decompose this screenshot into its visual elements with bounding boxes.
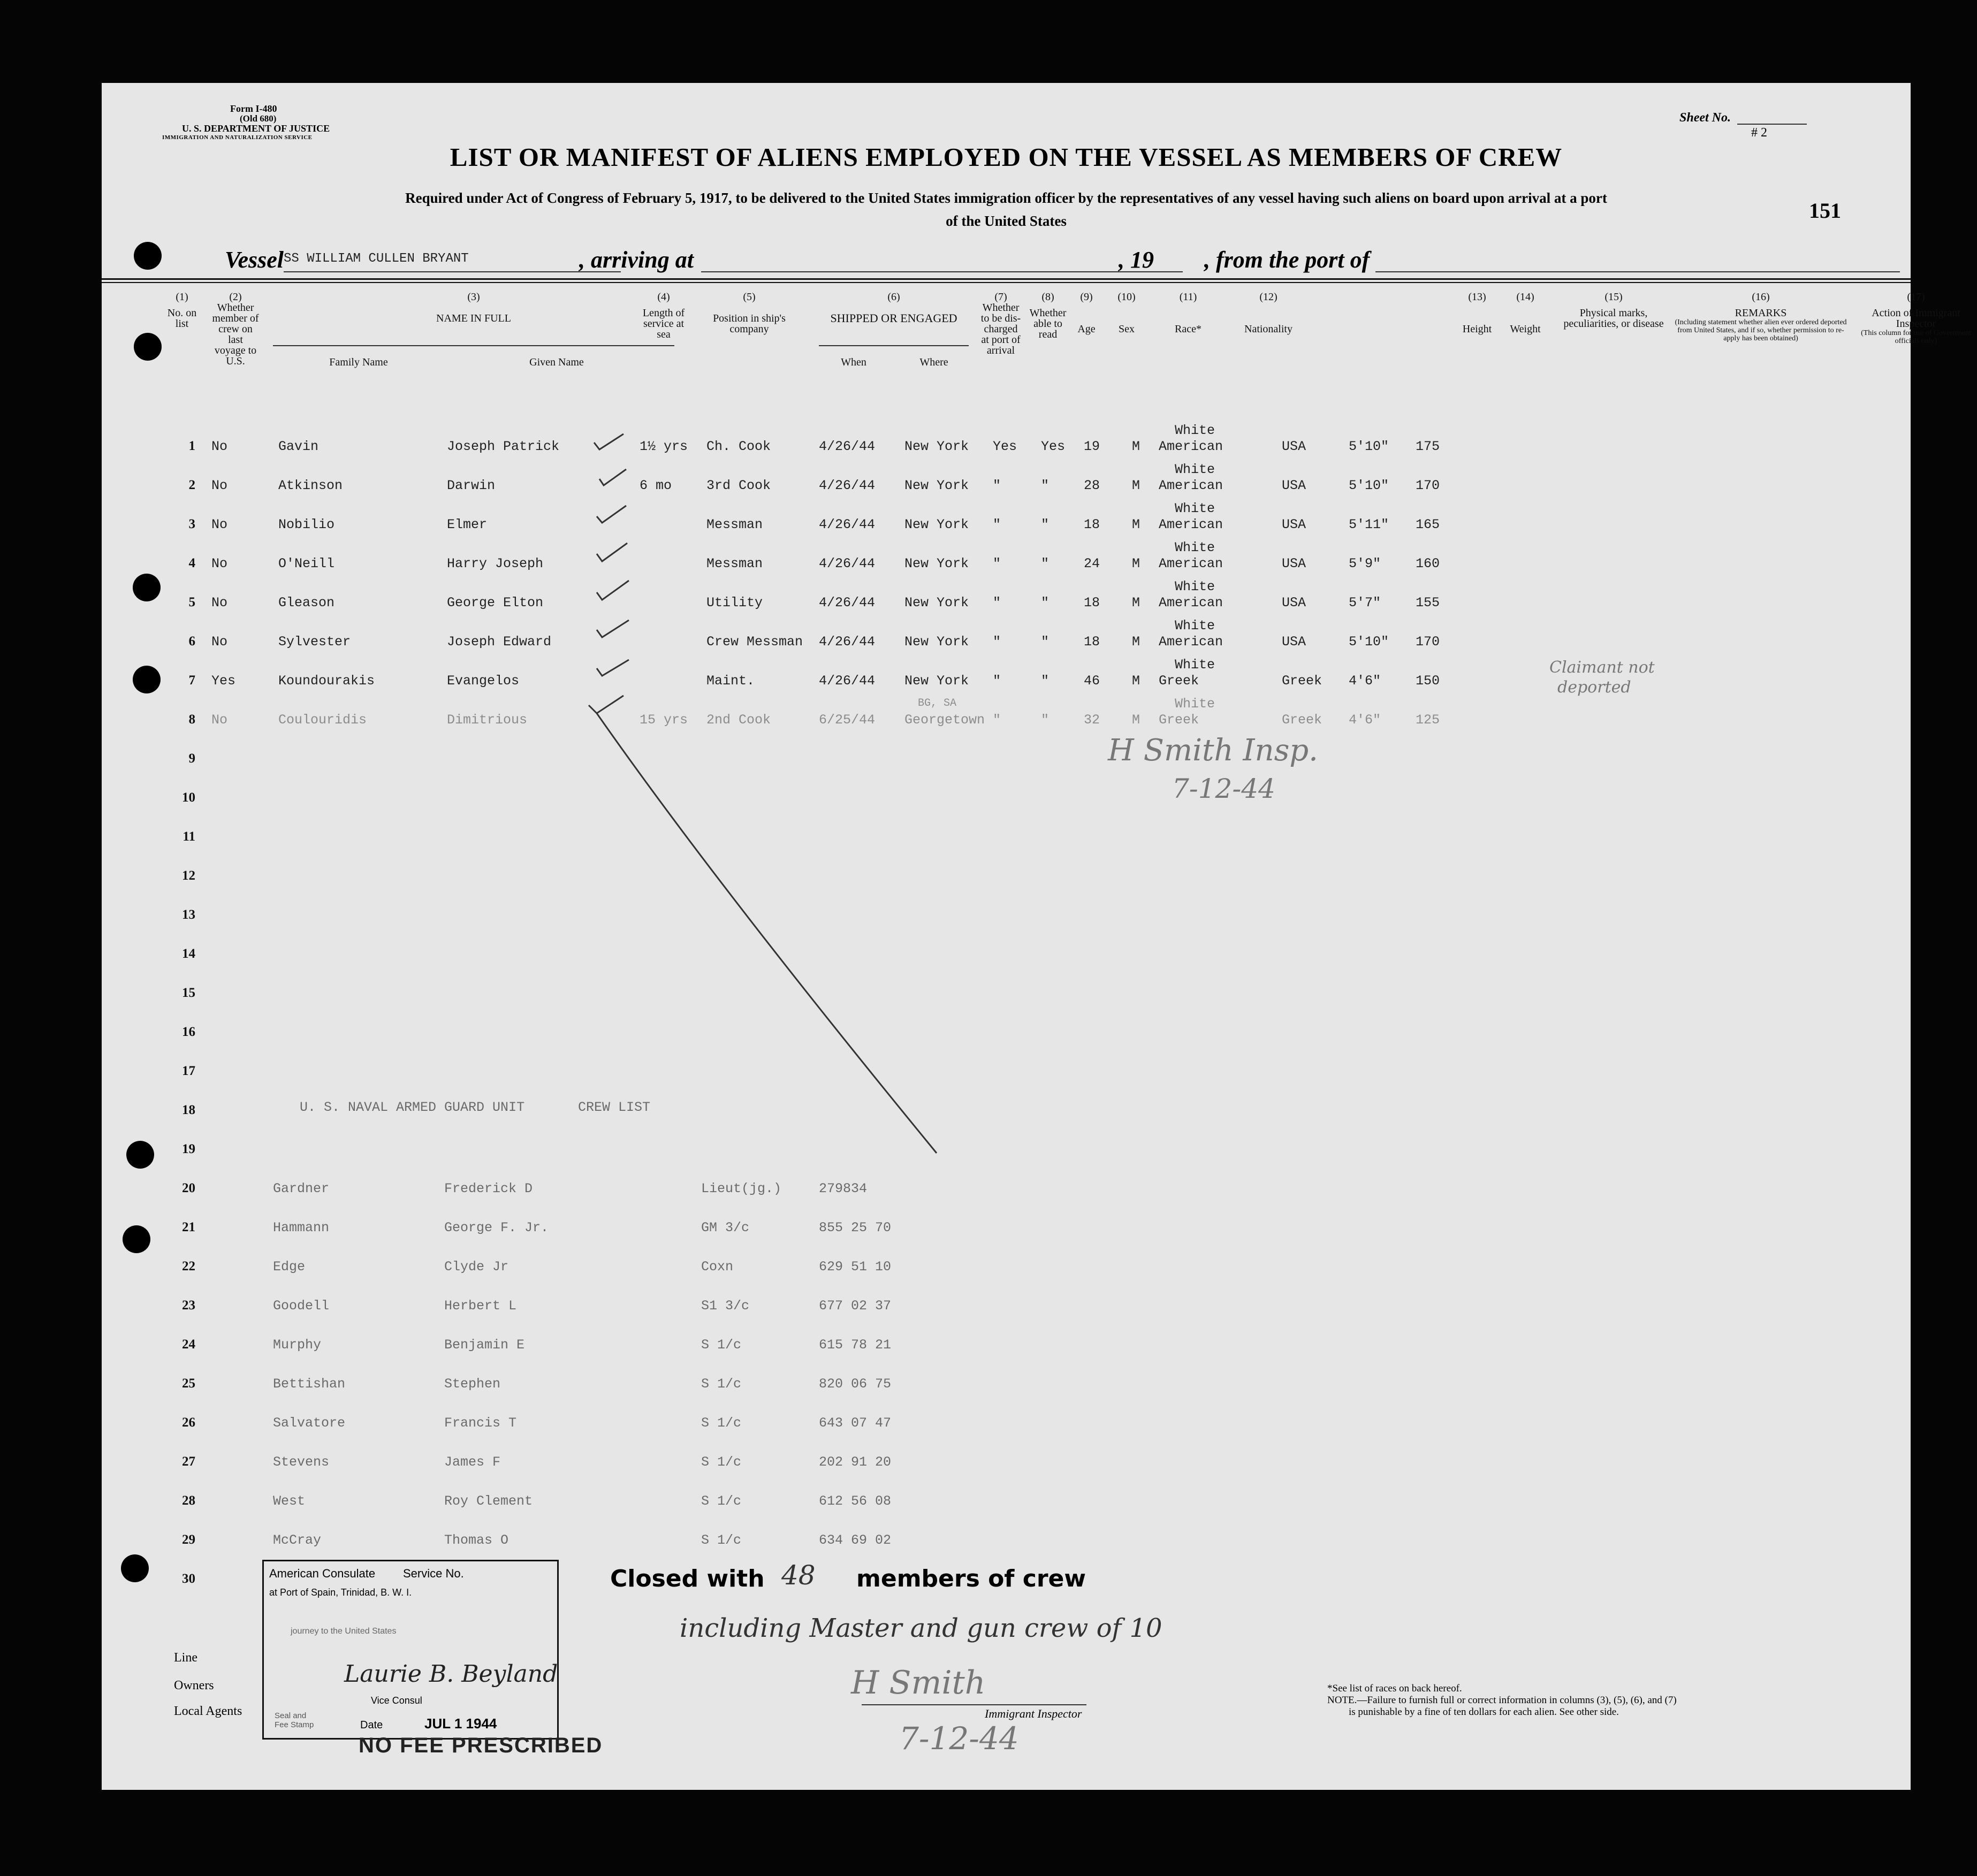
crew-cell-sex: M bbox=[1132, 439, 1140, 454]
year-label: , 19 bbox=[1119, 247, 1154, 273]
crew-cell-nationality: USA bbox=[1282, 439, 1306, 454]
col-4-num: (4) bbox=[657, 291, 670, 303]
closed-tail: members of crew bbox=[856, 1565, 1086, 1592]
col-8-label: Whether able to read bbox=[1029, 307, 1067, 340]
guard-cell-rate: S1 3/c bbox=[701, 1298, 750, 1314]
crew-cell-race2: American bbox=[1159, 595, 1223, 611]
crew-cell-race1: White bbox=[1175, 657, 1215, 673]
guard-cell-rate: GM 3/c bbox=[701, 1220, 750, 1236]
guard-cell-number: 643 07 47 bbox=[819, 1415, 892, 1431]
manifest-subtitle-2: of the United States bbox=[946, 213, 1067, 229]
crew-cell-family: Nobilio bbox=[278, 517, 335, 532]
manifest-title: LIST OR MANIFEST OF ALIENS EMPLOYED ON THE VESSEL AS MEMBERS OF CREW bbox=[450, 142, 1563, 172]
row-number: 11 bbox=[183, 829, 195, 844]
failure-note: NOTE.—Failure to furnish full or correct information in columns (3), (5), (6), and (7) bbox=[1327, 1695, 1677, 1706]
remark-claimant: Claimant not bbox=[1549, 658, 1655, 677]
stamp-signature: Laurie B. Beyland bbox=[344, 1660, 558, 1688]
crew-cell-height: 4'6" bbox=[1349, 712, 1381, 728]
row-number: 14 bbox=[182, 947, 195, 961]
guard-cell-family: McCray bbox=[273, 1532, 322, 1548]
line-label: Line bbox=[174, 1651, 197, 1665]
col-16-label: REMARKS bbox=[1735, 307, 1787, 319]
crew-cell-race1: White bbox=[1175, 423, 1215, 438]
check-mark-2 bbox=[599, 469, 626, 485]
crew-cell-given: Joseph Patrick bbox=[447, 439, 560, 454]
crew-cell-race1: White bbox=[1175, 540, 1215, 555]
crew-cell-discharged: " bbox=[993, 712, 1001, 728]
inspector-rule bbox=[862, 1704, 1086, 1705]
crew-cell-when: 4/26/44 bbox=[819, 556, 876, 571]
check-mark-3 bbox=[597, 506, 626, 523]
crew-cell-age: 32 bbox=[1084, 712, 1100, 728]
crew-cell-position: Crew Messman bbox=[706, 634, 803, 650]
crew-cell-race2: Greek bbox=[1159, 712, 1199, 728]
row-number: 12 bbox=[182, 868, 195, 883]
crew-cell-sex: M bbox=[1132, 517, 1140, 532]
crew-cell-height: 5'10" bbox=[1349, 439, 1389, 454]
crew-cell-prev: No bbox=[211, 712, 228, 728]
crew-cell-discharged: " bbox=[993, 634, 1001, 650]
crew-cell-position: 2nd Cook bbox=[706, 712, 771, 728]
crew-cell-sex: M bbox=[1132, 673, 1140, 689]
guard-cell-rate: Lieut(jg.) bbox=[701, 1181, 782, 1196]
guard-cell-number: 202 91 20 bbox=[819, 1454, 892, 1470]
col-6-num: (6) bbox=[887, 291, 900, 303]
col-6a-label: When bbox=[841, 356, 866, 368]
row-number: 15 bbox=[182, 986, 195, 1000]
crew-cell-discharged: " bbox=[993, 517, 1001, 532]
guard-cell-given: Roy Clement bbox=[444, 1493, 533, 1509]
guard-cell-number: 629 51 10 bbox=[819, 1259, 892, 1275]
col-12-num: (12) bbox=[1259, 291, 1278, 303]
guard-cell-family: Goodell bbox=[273, 1298, 330, 1314]
col-13-num: (13) bbox=[1468, 291, 1486, 303]
crew-cell-position: Ch. Cook bbox=[706, 439, 771, 454]
stamp-journey: journey to the United States bbox=[291, 1627, 397, 1636]
check-mark-1 bbox=[594, 434, 623, 449]
row-number: 21 bbox=[182, 1220, 195, 1234]
guard-cell-rate: S 1/c bbox=[701, 1337, 742, 1353]
crew-cell-when: 4/26/44 bbox=[819, 439, 876, 454]
crew-cell-height: 5'10" bbox=[1349, 634, 1389, 650]
crew-cell-height: 5'9" bbox=[1349, 556, 1381, 571]
row-number: 17 bbox=[182, 1064, 195, 1078]
strike-line bbox=[597, 713, 937, 1153]
guard-cell-given: Stephen bbox=[444, 1376, 501, 1392]
guard-cell-number: 634 69 02 bbox=[819, 1532, 892, 1548]
immigrant-inspector-label: Immigrant Inspector bbox=[985, 1707, 1082, 1720]
crew-cell-sex: M bbox=[1132, 712, 1140, 728]
crew-cell-when: 4/26/44 bbox=[819, 478, 876, 493]
department: U. S. DEPARTMENT OF JUSTICE bbox=[182, 123, 330, 134]
col-3-label: NAME IN FULL bbox=[436, 312, 511, 324]
guard-cell-family: Murphy bbox=[273, 1337, 322, 1353]
row-number: 27 bbox=[182, 1454, 195, 1469]
owners-label: Owners bbox=[174, 1679, 214, 1692]
row-number: 6 bbox=[188, 634, 195, 649]
crew-cell-service: 15 yrs bbox=[640, 712, 688, 728]
guard-cell-given: Thomas O bbox=[444, 1532, 509, 1548]
guard-cell-rate: S 1/c bbox=[701, 1532, 742, 1548]
check-mark-8 bbox=[589, 696, 623, 713]
crew-cell-given: Joseph Edward bbox=[447, 634, 552, 650]
consulate-stamp bbox=[262, 1560, 559, 1740]
punch-hole-3 bbox=[133, 574, 161, 601]
crew-cell-position: 3rd Cook bbox=[706, 478, 771, 493]
col-3a-label: Family Name bbox=[329, 356, 388, 368]
crew-cell-given: Evangelos bbox=[447, 673, 520, 689]
col-11-label: Race* bbox=[1175, 323, 1202, 335]
crew-cell-nationality: USA bbox=[1282, 634, 1306, 650]
stamp-vice-consul: Vice Consul bbox=[371, 1695, 422, 1706]
vessel-label: Vessel bbox=[225, 247, 284, 273]
manifest-page bbox=[102, 83, 1971, 1790]
row-number: 28 bbox=[182, 1493, 195, 1508]
crew-cell-when: 6/25/44 bbox=[819, 712, 876, 728]
crew-cell-race2: American bbox=[1159, 478, 1223, 493]
crew-cell-read: Yes bbox=[1041, 439, 1066, 454]
stamp-seal: Seal and Fee Stamp bbox=[275, 1711, 314, 1729]
col-1-label: No. on list bbox=[167, 307, 197, 330]
row-number: 25 bbox=[182, 1376, 195, 1391]
row-number: 5 bbox=[188, 595, 195, 609]
check-mark-7 bbox=[597, 660, 629, 676]
crew-cell-read: " bbox=[1041, 595, 1050, 611]
row-number: 19 bbox=[182, 1142, 195, 1156]
punch-hole-1 bbox=[134, 242, 162, 270]
crew-cell-discharged: " bbox=[993, 595, 1001, 611]
stamp-date-value: JUL 1 1944 bbox=[424, 1715, 497, 1732]
guard-cell-number: 855 25 70 bbox=[819, 1220, 892, 1236]
crew-cell-race1: White bbox=[1175, 579, 1215, 594]
col-6b-label: Where bbox=[919, 356, 948, 368]
sheet-value: # 2 bbox=[1751, 126, 1767, 140]
punch-hole-4 bbox=[133, 666, 161, 693]
crew-cell-service: 6 mo bbox=[640, 478, 672, 493]
row-number: 8 bbox=[188, 712, 195, 727]
row-number: 26 bbox=[182, 1415, 195, 1430]
guard-heading-2: CREW LIST bbox=[578, 1100, 651, 1115]
crew-cell-given: Dimitrious bbox=[447, 712, 528, 728]
crew-cell-when: 4/26/44 bbox=[819, 634, 876, 650]
from-port-label: , from the port of bbox=[1204, 247, 1370, 273]
guard-cell-number: 615 78 21 bbox=[819, 1337, 892, 1353]
manifest-subtitle: Required under Act of Congress of February 5, 1917, to be delivered to the United States immigration officer by the representatives of any vessel having such aliens on board upon arrival at a port bbox=[405, 190, 1607, 206]
crew-cell-nationality: Greek bbox=[1282, 673, 1322, 689]
guard-cell-rate: S 1/c bbox=[701, 1454, 742, 1470]
col-14-num: (14) bbox=[1516, 291, 1534, 303]
crew-cell-prev: Yes bbox=[211, 673, 236, 689]
row-number: 13 bbox=[182, 908, 195, 922]
crew-cell-discharged: " bbox=[993, 673, 1001, 689]
crew-cell-where: New York bbox=[904, 556, 969, 571]
guard-cell-given: George F. Jr. bbox=[444, 1220, 549, 1236]
crew-cell-nationality: USA bbox=[1282, 556, 1306, 571]
col-3b-label: Given Name bbox=[529, 356, 584, 368]
col-11-num: (11) bbox=[1179, 291, 1197, 303]
inspector-signature: H Smith Insp. bbox=[1108, 733, 1318, 768]
guard-cell-given: Francis T bbox=[444, 1415, 517, 1431]
row-number: 4 bbox=[188, 556, 195, 570]
crew-cell-nationality: USA bbox=[1282, 595, 1306, 611]
row-number: 20 bbox=[182, 1181, 195, 1195]
col-2-num: (2) bbox=[229, 291, 242, 303]
service-name: IMMIGRATION AND NATURALIZATION SERVICE bbox=[162, 134, 313, 141]
crew-cell-race1: White bbox=[1175, 696, 1215, 712]
crew-cell-where: New York bbox=[904, 634, 969, 650]
row-number: 22 bbox=[182, 1259, 195, 1273]
bottom-date: 7-12-44 bbox=[899, 1720, 1019, 1757]
crew-cell-read: " bbox=[1041, 517, 1050, 532]
col-9-label: Age bbox=[1077, 323, 1096, 335]
guard-cell-rate: S 1/c bbox=[701, 1376, 742, 1392]
crew-cell-nationality: Greek bbox=[1282, 712, 1322, 728]
col-3-num: (3) bbox=[467, 291, 480, 303]
crew-cell-age: 28 bbox=[1084, 478, 1100, 493]
crew-cell-sex: M bbox=[1132, 595, 1140, 611]
crew-cell-given: Harry Joseph bbox=[447, 556, 544, 571]
remark-deported: deported bbox=[1557, 678, 1631, 697]
crew-cell-nationality: USA bbox=[1282, 478, 1306, 493]
arriving-label: , arriving at bbox=[579, 247, 694, 273]
guard-cell-family: Gardner bbox=[273, 1181, 330, 1196]
col-17-label: Action of Immigrant Inspector bbox=[1872, 307, 1960, 330]
stamp-date-label: Date bbox=[360, 1719, 383, 1731]
col-17-note: (This column for use of Government officials only) bbox=[1861, 329, 1971, 345]
check-mark-5 bbox=[597, 581, 629, 600]
guard-cell-rate: S 1/c bbox=[701, 1415, 742, 1431]
row-number: 23 bbox=[182, 1298, 195, 1313]
crew-cell-age: 19 bbox=[1084, 439, 1100, 454]
row-number: 30 bbox=[182, 1572, 195, 1586]
punch-hole-6 bbox=[123, 1225, 150, 1253]
sheet-label: Sheet No. bbox=[1679, 111, 1731, 125]
crew-cell-prev: No bbox=[211, 595, 228, 611]
col-10-label: Sex bbox=[1119, 323, 1135, 335]
stamp-service-no: Service No. bbox=[403, 1567, 464, 1580]
closed-count: 48 bbox=[781, 1560, 816, 1591]
crew-cell-height: 5'10" bbox=[1349, 478, 1389, 493]
col-15-num: (15) bbox=[1605, 291, 1623, 303]
inspector-date: 7-12-44 bbox=[1172, 773, 1275, 804]
crew-cell-where: New York bbox=[904, 439, 969, 454]
crew-cell-given: Elmer bbox=[447, 517, 488, 532]
row-number: 24 bbox=[182, 1337, 195, 1352]
crew-cell-prev: No bbox=[211, 478, 228, 493]
crew-cell-age: 18 bbox=[1084, 634, 1100, 650]
guard-cell-family: Salvatore bbox=[273, 1415, 346, 1431]
crew-cell-given: George Elton bbox=[447, 595, 544, 611]
crew-cell-discharged: " bbox=[993, 478, 1001, 493]
col-16-num: (16) bbox=[1752, 291, 1770, 303]
stamp-port: at Port of Spain, Trinidad, B. W. I. bbox=[269, 1587, 412, 1598]
col-17-num: (17) bbox=[1907, 291, 1925, 303]
guard-cell-family: Edge bbox=[273, 1259, 306, 1275]
including-note: including Master and gun crew of 10 bbox=[680, 1613, 1162, 1643]
crew-cell-prev: No bbox=[211, 556, 228, 571]
crew-cell-weight: 175 bbox=[1416, 439, 1440, 454]
form-old-number: (Old 680) bbox=[240, 113, 277, 124]
crew-cell-weight: 150 bbox=[1416, 673, 1440, 689]
form-number: Form I-480 bbox=[230, 103, 277, 114]
guard-cell-family: Hammann bbox=[273, 1220, 330, 1236]
row-number: 16 bbox=[182, 1025, 195, 1039]
crew-cell-family: Sylvester bbox=[278, 634, 351, 650]
crew-cell-where-note: BG, SA bbox=[918, 697, 957, 710]
guard-cell-number: 279834 bbox=[819, 1181, 868, 1196]
crew-cell-race1: White bbox=[1175, 462, 1215, 477]
crew-cell-race2: American bbox=[1159, 634, 1223, 650]
crew-cell-where: New York bbox=[904, 478, 969, 493]
crew-cell-race2: American bbox=[1159, 556, 1223, 571]
crew-cell-when: 4/26/44 bbox=[819, 517, 876, 532]
row-number: 29 bbox=[182, 1532, 195, 1547]
crew-cell-nationality: USA bbox=[1282, 517, 1306, 532]
row-number: 1 bbox=[188, 439, 195, 453]
row-number: 3 bbox=[188, 517, 195, 531]
guard-cell-number: 612 56 08 bbox=[819, 1493, 892, 1509]
row-number: 7 bbox=[188, 673, 195, 688]
guard-cell-family: West bbox=[273, 1493, 306, 1509]
crew-cell-family: Atkinson bbox=[278, 478, 343, 493]
crew-cell-read: " bbox=[1041, 634, 1050, 650]
guard-cell-given: James F bbox=[444, 1454, 501, 1470]
crew-cell-race2: Greek bbox=[1159, 673, 1199, 689]
crew-cell-discharged: Yes bbox=[993, 439, 1017, 454]
crew-cell-race2: American bbox=[1159, 517, 1223, 532]
crew-cell-age: 18 bbox=[1084, 595, 1100, 611]
crew-cell-height: 4'6" bbox=[1349, 673, 1381, 689]
col-13-label: Height bbox=[1462, 323, 1492, 335]
punch-hole-7 bbox=[121, 1554, 149, 1582]
crew-cell-where: New York bbox=[904, 673, 969, 689]
punch-hole-2 bbox=[134, 333, 162, 361]
col-15-label: Physical marks, peculiarities, or disease bbox=[1563, 307, 1664, 330]
crew-cell-age: 24 bbox=[1084, 556, 1100, 571]
guard-cell-rate: Coxn bbox=[701, 1259, 734, 1275]
crew-cell-read: " bbox=[1041, 712, 1050, 728]
crew-cell-family: Gleason bbox=[278, 595, 335, 611]
crew-cell-weight: 170 bbox=[1416, 634, 1440, 650]
col-16-note: (Including statement whether alien ever ordered deported from United States, and if so, whether permission to re- apply has been obtained) bbox=[1675, 318, 1847, 342]
crew-cell-when: 4/26/44 bbox=[819, 673, 876, 689]
col-6-label: SHIPPED OR ENGAGED bbox=[830, 311, 957, 325]
crew-cell-race1: White bbox=[1175, 618, 1215, 634]
crew-cell-weight: 165 bbox=[1416, 517, 1440, 532]
crew-cell-position: Utility bbox=[706, 595, 763, 611]
crew-cell-when: 4/26/44 bbox=[819, 595, 876, 611]
crew-cell-race1: White bbox=[1175, 501, 1215, 516]
guard-cell-family: Stevens bbox=[273, 1454, 330, 1470]
col-9-num: (9) bbox=[1080, 291, 1093, 303]
failure-note-2: is punishable by a fine of ten dollars for each alien. See other side. bbox=[1349, 1706, 1619, 1718]
crew-cell-prev: No bbox=[211, 439, 228, 454]
col-14-label: Weight bbox=[1510, 323, 1541, 335]
crew-cell-age: 46 bbox=[1084, 673, 1100, 689]
guard-cell-rate: S 1/c bbox=[701, 1493, 742, 1509]
check-mark-4 bbox=[597, 543, 627, 561]
crew-cell-position: Maint. bbox=[706, 673, 755, 689]
row-number: 10 bbox=[182, 790, 195, 805]
crew-cell-service: 1½ yrs bbox=[640, 439, 688, 454]
col-12-label: Nationality bbox=[1244, 323, 1292, 335]
crew-cell-family: Gavin bbox=[278, 439, 319, 454]
crew-cell-family: Coulouridis bbox=[278, 712, 367, 728]
crew-cell-sex: M bbox=[1132, 478, 1140, 493]
col-5-num: (5) bbox=[743, 291, 756, 303]
crew-cell-prev: No bbox=[211, 634, 228, 650]
punch-hole-5 bbox=[126, 1141, 154, 1169]
col-7-num: (7) bbox=[994, 291, 1007, 303]
check-mark-group bbox=[589, 434, 937, 1153]
col-7-label: Whether to be dis- charged at port of arrival bbox=[980, 302, 1021, 356]
crew-cell-race2: American bbox=[1159, 439, 1223, 454]
check-mark-6 bbox=[597, 620, 629, 637]
crew-cell-position: Messman bbox=[706, 517, 763, 532]
guard-cell-given: Frederick D bbox=[444, 1181, 533, 1196]
crew-cell-age: 18 bbox=[1084, 517, 1100, 532]
crew-cell-read: " bbox=[1041, 673, 1050, 689]
col-2-label: Whether member of crew on last voyage to U.S. bbox=[212, 302, 259, 367]
guard-cell-given: Clyde Jr bbox=[444, 1259, 509, 1275]
guard-cell-family: Bettishan bbox=[273, 1376, 346, 1392]
guard-cell-given: Herbert L bbox=[444, 1298, 517, 1314]
vessel-name: SS WILLIAM CULLEN BRYANT bbox=[284, 251, 469, 266]
guard-cell-number: 677 02 37 bbox=[819, 1298, 892, 1314]
crew-cell-weight: 155 bbox=[1416, 595, 1440, 611]
guard-cell-given: Benjamin E bbox=[444, 1337, 525, 1353]
row-number: 9 bbox=[188, 751, 195, 766]
crew-cell-sex: M bbox=[1132, 634, 1140, 650]
row-number: 2 bbox=[188, 478, 195, 492]
crew-cell-position: Messman bbox=[706, 556, 763, 571]
agents-label: Local Agents bbox=[174, 1704, 242, 1718]
crew-cell-read: " bbox=[1041, 556, 1050, 571]
crew-cell-weight: 160 bbox=[1416, 556, 1440, 571]
closed-with-label: Closed with bbox=[610, 1565, 765, 1592]
row-number: 18 bbox=[182, 1103, 195, 1117]
crew-cell-weight: 170 bbox=[1416, 478, 1440, 493]
crew-cell-family: Koundourakis bbox=[278, 673, 375, 689]
guard-heading: U. S. NAVAL ARMED GUARD UNIT bbox=[300, 1100, 525, 1115]
crew-cell-discharged: " bbox=[993, 556, 1001, 571]
page-number: 151 bbox=[1809, 199, 1841, 223]
col-8-num: (8) bbox=[1041, 291, 1054, 303]
crew-cell-family: O'Neill bbox=[278, 556, 335, 571]
no-fee-stamp: NO FEE PRESCRIBED bbox=[359, 1734, 603, 1757]
stamp-consulate: American Consulate bbox=[269, 1567, 376, 1580]
crew-cell-read: " bbox=[1041, 478, 1050, 493]
guard-cell-number: 820 06 75 bbox=[819, 1376, 892, 1392]
crew-cell-where: Georgetown bbox=[904, 712, 985, 728]
check-marks bbox=[102, 83, 1911, 1790]
bottom-signature: H Smith bbox=[851, 1664, 986, 1702]
races-note: *See list of races on back hereof. bbox=[1327, 1683, 1462, 1694]
crew-cell-where: New York bbox=[904, 517, 969, 532]
crew-cell-given: Darwin bbox=[447, 478, 496, 493]
crew-cell-height: 5'7" bbox=[1349, 595, 1381, 611]
crew-cell-weight: 125 bbox=[1416, 712, 1440, 728]
col-10-num: (10) bbox=[1117, 291, 1136, 303]
crew-cell-sex: M bbox=[1132, 556, 1140, 571]
crew-cell-where: New York bbox=[904, 595, 969, 611]
crew-cell-height: 5'11" bbox=[1349, 517, 1389, 532]
col-5-label: Position in ship's company bbox=[713, 312, 786, 335]
col-1-num: (1) bbox=[176, 291, 188, 303]
crew-cell-prev: No bbox=[211, 517, 228, 532]
col-4-label: Length of service at sea bbox=[642, 307, 685, 340]
